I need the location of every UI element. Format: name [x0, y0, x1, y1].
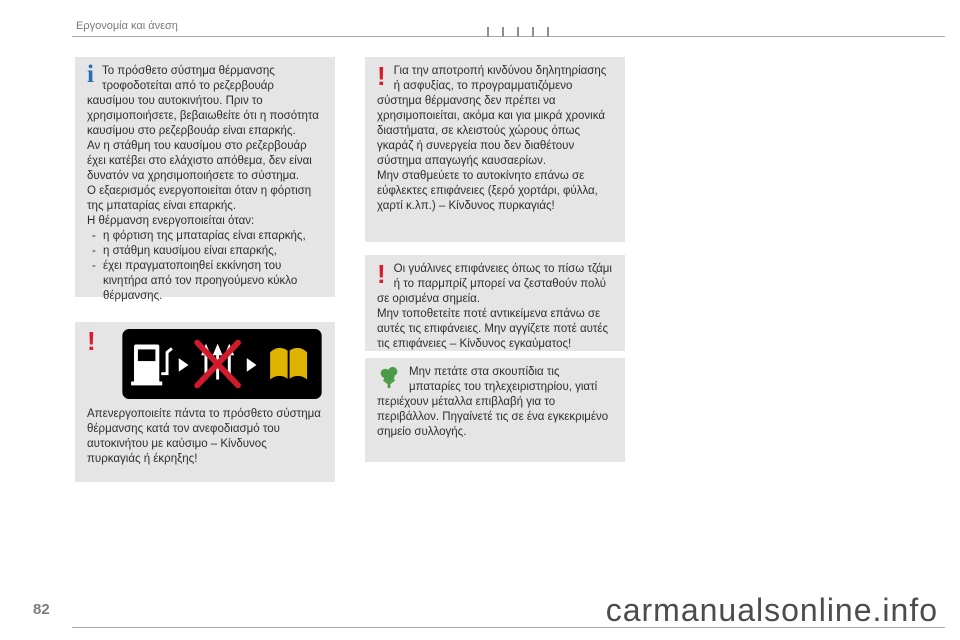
list-item: - η φόρτιση της μπαταρίας είναι επαρκής,: [103, 229, 323, 244]
info-paragraph: Η θέρμανση ενεργοποιείται όταν:: [87, 215, 255, 227]
warning-paragraph: Απενεργοποιείτε πάντα το πρόσθετο σύστημα θέρμανσης κατά τον ανεφοδιασμό του αυτοκινήτου με καύσιμο – Κίνδυνος πυρκαγιάς ή έκρηξης!: [87, 408, 321, 465]
warning-paragraph: Μην τοποθετείτε ποτέ αντικείμενα επάνω σε αυτές τις επιφάνειες. Μην αγγίζετε ποτέ αυτές τις επιφάνειες – Κίνδυνος εγκαύματος!: [377, 308, 609, 350]
heating-conditions-list: [87, 229, 323, 304]
warning-paragraph: Οι γυάλινες επιφάνειες όπως το πίσω τζάμι ή το παρμπρίζ μπορεί να ζεσταθούν πολύ σε ορισμένα σημεία.: [377, 263, 612, 305]
environment-paragraph: Μην πετάτε στα σκουπίδια τις μπαταρίες του τηλεχειριστηρίου, γιατί περιέχουν μέταλλα επιβλαβή για το περιβάλλον. Πηγαίνετέ τις σε ένα εγκεκριμένο σημείο συλλογής.: [377, 366, 609, 438]
open-book-icon: [270, 348, 307, 380]
list-item: - έχει πραγματοποιηθεί εκκίνηση του κινητήρα από τον προηγούμενο κύκλο θέρμανσης.: [103, 259, 323, 304]
refuel-heater-off-pictogram: [122, 329, 322, 399]
warning-icon: !: [377, 259, 386, 289]
info-icon: i: [87, 61, 94, 88]
info-box-auxiliary-heating: [75, 57, 335, 302]
warning-box-refuelling: [75, 322, 335, 482]
warning-box-hot-surfaces: [365, 255, 625, 351]
page-number: 82: [33, 601, 50, 618]
warning-icon: !: [87, 329, 96, 356]
warning-icon: !: [377, 61, 386, 91]
info-paragraph: Ο εξαερισμός ενεργοποιείται όταν η φόρτιση της μπαταρίας είναι επαρκής.: [87, 185, 312, 212]
info-paragraph: Αν η στάθμη του καυσίμου στο ρεζερβουάρ έχει κατέβει στο ελάχιστο απόθεμα, δεν είναι δυνατόν να χρησιμοποιήσετε το σύστημα.: [87, 140, 312, 182]
tree-eco-icon: [377, 365, 401, 389]
list-item: - η στάθμη καυσίμου είναι επαρκής,: [103, 244, 323, 259]
environment-box-batteries: [365, 358, 625, 462]
warning-paragraph: Για την αποτροπή κινδύνου δηλητηρίασης ή ασφυξίας, το προγραμματιζόμενο σύστημα θέρμανσης δεν πρέπει να χρησιμοποιείται, ακόμα και για μικρά χρονικά διαστήματα, σε κλειστούς χώρους όπως γκαράζ ή συνεργεία που δεν διαθέτουν σύστημα απαγωγής καυσαερίων.: [377, 65, 607, 167]
pictogram-row: [87, 329, 323, 399]
warning-paragraph: Μην σταθμεύετε το αυτοκίνητο επάνω σε εύφλεκτες επιφάνειες (ξερό χορτάρι, φύλλα, χαρτί κ.λπ.) – Κίνδυνος πυρκαγιάς!: [377, 170, 598, 212]
page-header-title: Εργονομία και άνεση: [76, 20, 178, 32]
chapter-tick-marks: [487, 27, 549, 37]
warning-box-poisoning: [365, 57, 625, 242]
site-watermark: carmanualsonline.info: [605, 592, 938, 628]
info-paragraph: Το πρόσθετο σύστημα θέρμανσης τροφοδοτείται από το ρεζερβουάρ καυσίμου του αυτοκινήτου. Πριν το χρησιμοποιήσετε, βεβαιωθείτε ότι η ποσότητα καυσίμου στο ρεζερβουάρ είναι επαρκής.: [87, 65, 319, 137]
